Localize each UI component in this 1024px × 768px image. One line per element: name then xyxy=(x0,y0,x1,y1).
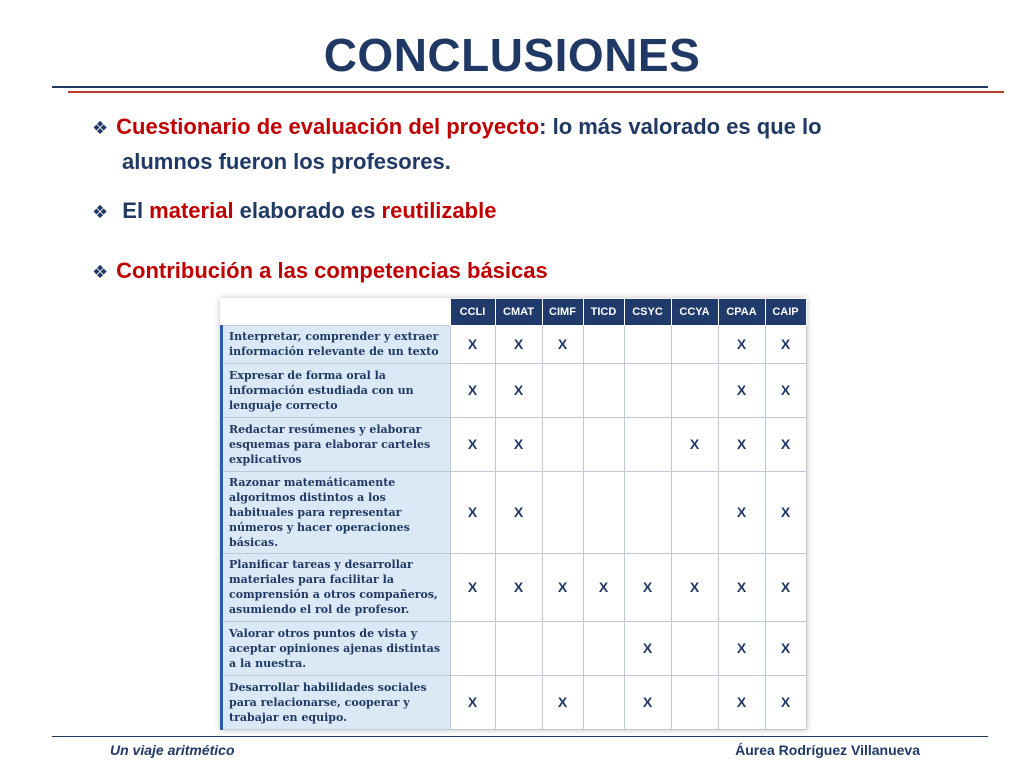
table-cell xyxy=(583,621,624,675)
diamond-bullet-icon: ❖ xyxy=(92,262,109,282)
table-cell: X xyxy=(624,553,671,621)
table-cell: X xyxy=(583,553,624,621)
table-cell xyxy=(671,363,718,417)
row-label: Redactar resúmenes y elaborar esquemas para elaborar carteles explicativos xyxy=(222,417,451,471)
table-row xyxy=(222,363,807,417)
table-cell: X xyxy=(542,553,583,621)
table-cell: X xyxy=(624,675,671,729)
bullet-material-word: material xyxy=(149,198,234,223)
footer-rule xyxy=(52,736,988,737)
title-rule-blue xyxy=(52,86,988,88)
table-cell xyxy=(624,471,671,553)
bullet-questionnaire-line2: alumnos fueron los profesores. xyxy=(122,149,451,174)
table-cell: X xyxy=(542,325,583,363)
table-cell: X xyxy=(450,325,495,363)
table-cell: X xyxy=(765,363,806,417)
table-cell: X xyxy=(765,417,806,471)
column-header: CAIP xyxy=(765,299,806,326)
table-cell: X xyxy=(495,363,542,417)
bullet-questionnaire-text: : lo más valorado es que lo xyxy=(539,114,822,139)
table-cell: X xyxy=(765,675,806,729)
title-rule-red xyxy=(68,91,1004,93)
table-cell xyxy=(671,675,718,729)
bullet-competencias-text: Contribución a las competencias básicas xyxy=(116,258,548,283)
table-row xyxy=(222,471,807,553)
table-cell xyxy=(583,363,624,417)
table-cell xyxy=(542,471,583,553)
bullet-questionnaire-highlight: Cuestionario de evaluación del proyecto xyxy=(116,114,540,139)
table-cell xyxy=(542,363,583,417)
row-label: Planificar tareas y desarrollar materiales para facilitar la comprensión a otros compañeros, asumiendo el rol de profesor. xyxy=(222,553,451,621)
table-cell xyxy=(671,325,718,363)
row-label: Desarrollar habilidades sociales para relacionarse, cooperar y trabajar en equipo. xyxy=(222,675,451,729)
table-cell: X xyxy=(450,675,495,729)
bullet-material-t2: elaborado es xyxy=(233,198,382,223)
table-cell: X xyxy=(450,363,495,417)
table-cell: X xyxy=(624,621,671,675)
table-cell xyxy=(542,621,583,675)
table-cell: X xyxy=(450,471,495,553)
row-label: Interpretar, comprender y extraer información relevante de un texto xyxy=(222,325,451,363)
slide-title: CONCLUSIONES xyxy=(323,29,701,81)
row-label: Valorar otros puntos de vista y aceptar opiniones ajenas distintas a la nuestra. xyxy=(222,621,451,675)
table-corner xyxy=(222,299,451,326)
table-cell: X xyxy=(718,417,765,471)
table-cell xyxy=(624,325,671,363)
column-header: CCLI xyxy=(450,299,495,326)
table-row xyxy=(222,553,807,621)
table-cell xyxy=(624,363,671,417)
column-header: CCYA xyxy=(671,299,718,326)
row-label: Razonar matemáticamente algoritmos distintos a los habituales para representar números y hacer operaciones básicas. xyxy=(222,471,451,553)
table-cell: X xyxy=(718,621,765,675)
table-cell: X xyxy=(718,471,765,553)
table-cell: X xyxy=(671,553,718,621)
table-cell xyxy=(495,621,542,675)
table-cell: X xyxy=(542,675,583,729)
bullet-questionnaire xyxy=(92,110,952,179)
table-cell: X xyxy=(450,553,495,621)
table-row xyxy=(222,325,807,363)
table-cell xyxy=(542,417,583,471)
column-header: CSYC xyxy=(624,299,671,326)
table-cell: X xyxy=(495,325,542,363)
column-header: CIMF xyxy=(542,299,583,326)
table-cell xyxy=(671,621,718,675)
table-cell xyxy=(583,325,624,363)
table-cell: X xyxy=(450,417,495,471)
column-header: TICD xyxy=(583,299,624,326)
table-cell: X xyxy=(765,621,806,675)
table-row xyxy=(222,417,807,471)
table-cell: X xyxy=(718,675,765,729)
table-cell: X xyxy=(671,417,718,471)
diamond-bullet-icon: ❖ xyxy=(92,202,109,222)
table-cell xyxy=(624,417,671,471)
table-cell xyxy=(671,471,718,553)
table-header-row xyxy=(222,299,807,326)
table-cell xyxy=(583,417,624,471)
table-cell: X xyxy=(765,325,806,363)
bullet-material xyxy=(92,194,496,229)
footer-left-text: Un viaje aritmético xyxy=(110,742,235,758)
competencias-table xyxy=(220,298,807,730)
table-cell xyxy=(583,675,624,729)
column-header: CPAA xyxy=(718,299,765,326)
table-cell: X xyxy=(718,363,765,417)
table-cell xyxy=(450,621,495,675)
table-cell: X xyxy=(765,553,806,621)
table-cell: X xyxy=(495,471,542,553)
table-cell: X xyxy=(495,417,542,471)
bullet-competencias xyxy=(92,254,548,289)
table-row xyxy=(222,675,807,729)
table-cell: X xyxy=(495,553,542,621)
footer-right-text: Áurea Rodríguez Villanueva xyxy=(735,742,920,758)
row-label: Expresar de forma oral la información estudiada con un lenguaje correcto xyxy=(222,363,451,417)
table-cell: X xyxy=(718,325,765,363)
column-header: CMAT xyxy=(495,299,542,326)
table-row xyxy=(222,621,807,675)
bullet-material-t1: El xyxy=(122,198,150,223)
table-cell xyxy=(495,675,542,729)
bullet-reutilizable-word: reutilizable xyxy=(381,198,497,223)
table-cell xyxy=(583,471,624,553)
table-cell: X xyxy=(718,553,765,621)
table-cell: X xyxy=(765,471,806,553)
diamond-bullet-icon: ❖ xyxy=(92,118,109,138)
